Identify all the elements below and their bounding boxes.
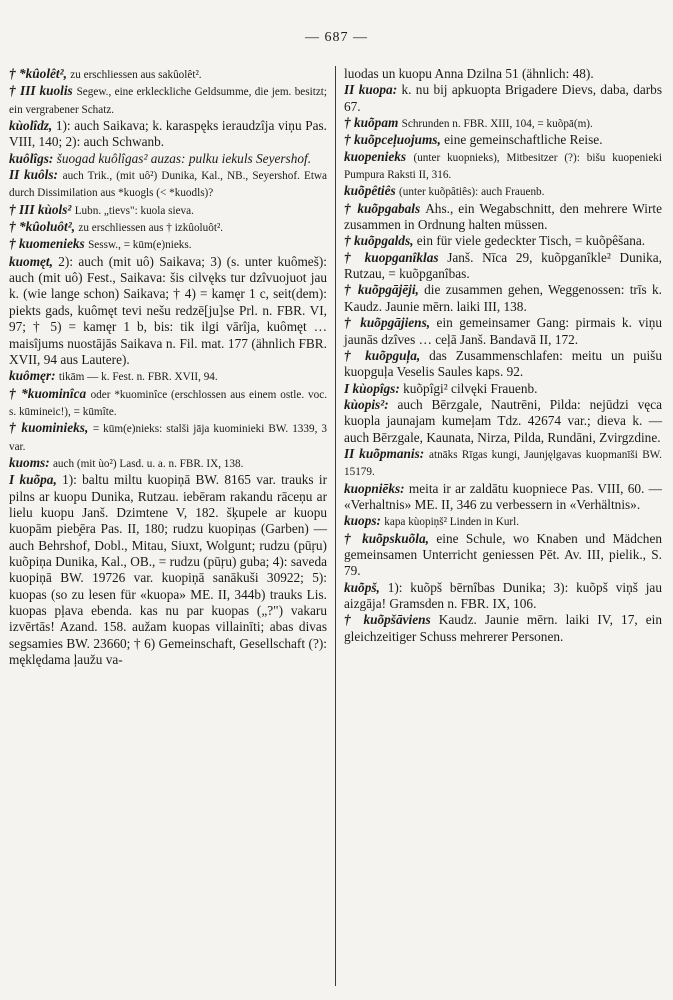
entry-text: oder *kuominîce (erschlossen aus einem ostle. voc. s. kūmineic!), = kūmîte.	[9, 388, 327, 418]
entry-text: auch (mit ùo²) Lasd. u. a. n. FBR. IX, 138.	[52, 457, 244, 470]
headword: † kuõpgabals	[344, 200, 426, 216]
dictionary-entry	[344, 580, 662, 613]
entry-text: 1): auch Saikava; k. karaspęks ieraudzîja viņu Pas. VIII, 140; 2): auch Schwanb.	[9, 118, 327, 150]
dictionary-entry	[344, 82, 662, 115]
entry-text: eine Schule, wo Knaben und Mädchen gemeinsamen Unterricht geniessen Pēt. Av. III, pielik., S. 79.	[344, 530, 663, 579]
dictionary-entry	[344, 531, 662, 580]
headword: † kuõpgājiens,	[344, 315, 437, 331]
entry-text: kapa kùopiņš² Linden in Kurl.	[384, 516, 520, 529]
entry-text: tikām — k. Fest. n. FBR. XVII, 94.	[58, 371, 218, 384]
entry-text: kuõpîgi² cilvęki Frauenb.	[403, 380, 538, 396]
dictionary-entry	[344, 446, 662, 481]
entry-text: meita ir ar zaldātu kuopniece Pas. VIII, 60. — «Verhaltnis» ME. II, 346 zu verbessern in «Verhältnis».	[344, 480, 662, 512]
headword: kùolîdz,	[9, 118, 56, 134]
headword: kuõpêtiês	[344, 183, 400, 199]
column-divider	[335, 66, 336, 986]
right-column	[344, 66, 662, 645]
headword: kuoms:	[9, 454, 53, 470]
entry-text: Lubn. „tievs": kuola sieva.	[74, 204, 194, 217]
entry-text: die zusammen gehen, Weggenossen: trīs k. Kaudz. Jaunie mērn. laiki III, 138.	[344, 282, 662, 314]
entry-text: (unter kuopnieks), Mitbesitzer (?): bišu kuopenieki Pumpura Raksti II, 316.	[344, 151, 662, 182]
dictionary-entry	[9, 386, 327, 421]
entry-text: auch Bērzgale, Nautrēni, Pilda: nejūdzi vęca kuopla jaunajam kumeļam Tdz. 42674 var.; dieva k. — auch Bērzgale, Kaunata, Nirza, Pilda, Rundāni, Zvirgzdine.	[344, 396, 662, 445]
entry-text: ein gemeinsamer Gang: pirmais k. viņu jaunās dzîves … ceļā Janš. Bandavā II, 172.	[344, 315, 662, 347]
dictionary-entry	[9, 420, 327, 455]
dictionary-entry	[9, 66, 327, 83]
headword: kuôlîgs:	[9, 150, 57, 166]
entry-text: k. nu bij apkuopta Brigadere Dievs, daba, darbs 67.	[344, 82, 663, 114]
entry-text: 2): auch (mit uô) Saikava; 3) (s. unter kuômeš): auch (mit uô) Fest., Saikava: šis cilvęks tur dzîvuojuot jau k. (wie lange schon) Saikava; † 4) = kamęr 1 c, seit(dem): piekts gads, kuômęt tevi nešu redzē[ju]se Prl. n. FBR. VI, 97; † 5) = kamęr 1 b, bis: tik ilgi vārîja, kuômęt … maisîjums nuostājās Saikava n. Fil. mat. 177 (ähnlich FBR. XVII, 94 aus Lautere).	[9, 253, 328, 367]
headword: kuops:	[344, 513, 385, 529]
dictionary-entry	[9, 236, 327, 253]
headword: kuõpš,	[344, 579, 388, 595]
entry-text: das Zusammenschlafen: meitu un puišu kuopguļa Veselis Saules kaps. 92.	[344, 347, 662, 380]
dictionary-entry	[344, 397, 662, 446]
entry-text: (unter kuõpâtiês): auch Frauenb.	[399, 186, 545, 199]
headword: † kuõpskuõla,	[344, 530, 437, 546]
dictionary-entry	[9, 83, 327, 118]
dictionary-entry	[9, 368, 327, 385]
page-number: — 687 —	[305, 30, 368, 45]
dictionary-entry	[344, 315, 662, 348]
entry-text: Sessw., = kūm(e)nieks.	[88, 239, 192, 252]
entry-text: eine gemeinschaftliche Reise.	[444, 132, 603, 148]
headword: † III kuolis	[9, 83, 77, 99]
headword: † kuõpguļa,	[344, 347, 430, 363]
headword: kuomęt,	[9, 253, 59, 269]
entry-text: Janš. Nīca 29, kuõpganîkle² Dunika, Rutzau, = kuõpganîbas.	[344, 249, 662, 282]
headword: † kuõpšāviens	[344, 612, 439, 628]
headword: kùopis²:	[344, 396, 398, 412]
dictionary-entry	[344, 183, 662, 200]
headword: † kuõpam	[344, 115, 402, 131]
dictionary-entry	[344, 233, 662, 249]
entry-text: atnāks Rīgas kungi, Jaunjęlgavas kuopmanīši BW. 15179.	[344, 448, 662, 479]
dictionary-entry	[344, 282, 662, 315]
dictionary-entry	[9, 455, 327, 472]
headword: † kuominieks,	[9, 420, 93, 436]
headword: † kuõpgājēji,	[344, 282, 425, 298]
headword: † III kùols²	[9, 201, 75, 217]
entry-text: zu erschliessen aus sakûolêt².	[70, 69, 202, 81]
dictionary-entry	[344, 115, 662, 132]
entry-text: = kūm(e)nieks: stalši jāja kuominieki BW. 1339, 3 var.	[9, 423, 327, 453]
dictionary-entry	[344, 201, 662, 234]
headword: † kuopganîklas	[344, 249, 448, 265]
dictionary-entry	[344, 149, 662, 184]
headword: † kuõpgalds,	[344, 233, 417, 249]
entry-text: Kaudz. Jaunie mērn. laiki IV, 17, ein gleichzeitiger Schuss mehrerer Personen.	[344, 612, 662, 644]
left-column	[9, 66, 327, 668]
entry-text: luodas un kuopu Anna Dzilna 51 (ähnlich: 48).	[344, 66, 594, 81]
entry-text: ein für viele gedeckter Tisch, = kuõpêšana.	[416, 233, 646, 249]
headword: II kuõpmanis:	[344, 445, 430, 461]
headword: II kuôls:	[9, 167, 63, 183]
entry-text: zu erschliessen aus † izkûoluôt².	[78, 222, 224, 235]
headword: † *kuominîca	[9, 385, 91, 401]
dictionary-entry	[9, 151, 327, 167]
dictionary-entry	[9, 202, 327, 219]
dictionary-entry	[344, 513, 662, 530]
headword: † *kûoluôt²,	[9, 219, 79, 235]
dictionary-entry	[344, 612, 662, 645]
headword: † *kûolêt²,	[9, 66, 71, 81]
dictionary-entry	[9, 167, 327, 202]
headword: † kuõpceļuojums,	[344, 132, 445, 148]
dictionary-entry	[344, 348, 662, 381]
entry-text: Ahs., ein Wegabschnitt, den mehrere Wirte zusammen in Ordnung halten müssen.	[344, 200, 663, 233]
headword: I kuõpa,	[9, 472, 63, 488]
entry-text: Segew., eine erkleckliche Geldsumme, die jem. besitzt; ein vergrabener Schatz.	[9, 86, 328, 116]
entry-text: Schrunden n. FBR. XIII, 104, = kuõpā(m).	[401, 118, 593, 131]
dictionary-entry	[344, 132, 662, 148]
dictionary-entry	[344, 250, 662, 283]
entry-text: auch Trik., (mit uô²) Dunika, Kal., NB., Seyershof. Etwa durch Dissimilation aus *kuogls (< *kuodls)?	[9, 170, 327, 200]
headword: kuopniēks:	[344, 480, 409, 496]
dictionary-entry	[344, 481, 662, 514]
entry-text: 1): kuõpš bērnîbas Dunika; 3): kuõpš viņš jau aizgāja! Gramsden n. FBR. IX, 106.	[344, 579, 662, 611]
dictionary-entry	[344, 381, 662, 397]
entry-text: šuogad kuôlîgas² auzas: pulku iekuls Seyershof.	[56, 150, 312, 166]
headword: kuômęr:	[9, 368, 59, 384]
dictionary-entry	[9, 118, 327, 151]
headword: II kuopa:	[344, 82, 402, 98]
entry-text: 1): baltu miltu kuopiņā BW. 8165 var. trauks ir pilns ar kuopu Dunika, Rutzau. iebēram rakandu rāceņu ar lielu kuopu Janš. Dzimtene V, 182. šķupele ar kuopu kuopām pieb̧ēra Pas. II, 180; rudzu kuopiņas (Garben) — auch Behrshof, Dobl., Mitau, Siuxt, Wolgunt; rudzu (pūŗu) kuõpiņa Dunika, Kal., OB., = rudzu (pūŗu) guba; 4): saveda kuopiņā BW. 19726 var. kuopiņā sanākuši 30922; 5): kuopas (so zu lesen für «kuopa» ME. II, 344b) trauks Lis. kuopas pļava ebenda. kas nu par kuopas („?") vakaru izvērtās! Azand. 158. aužam kuopas villainīti; abas divas segsamies BW. 23660; † 6) Gemeinschaft, Gesellschaft (?): męklędama ļaužu va-	[9, 472, 327, 668]
headword: † kuomenieks	[9, 236, 89, 252]
dictionary-entry	[9, 219, 327, 236]
dictionary-entry	[9, 472, 327, 668]
dictionary-entry	[344, 66, 662, 82]
dictionary-entry	[9, 254, 327, 368]
headword: kuopenieks	[344, 148, 414, 164]
headword: I kùopîgs:	[344, 380, 404, 396]
